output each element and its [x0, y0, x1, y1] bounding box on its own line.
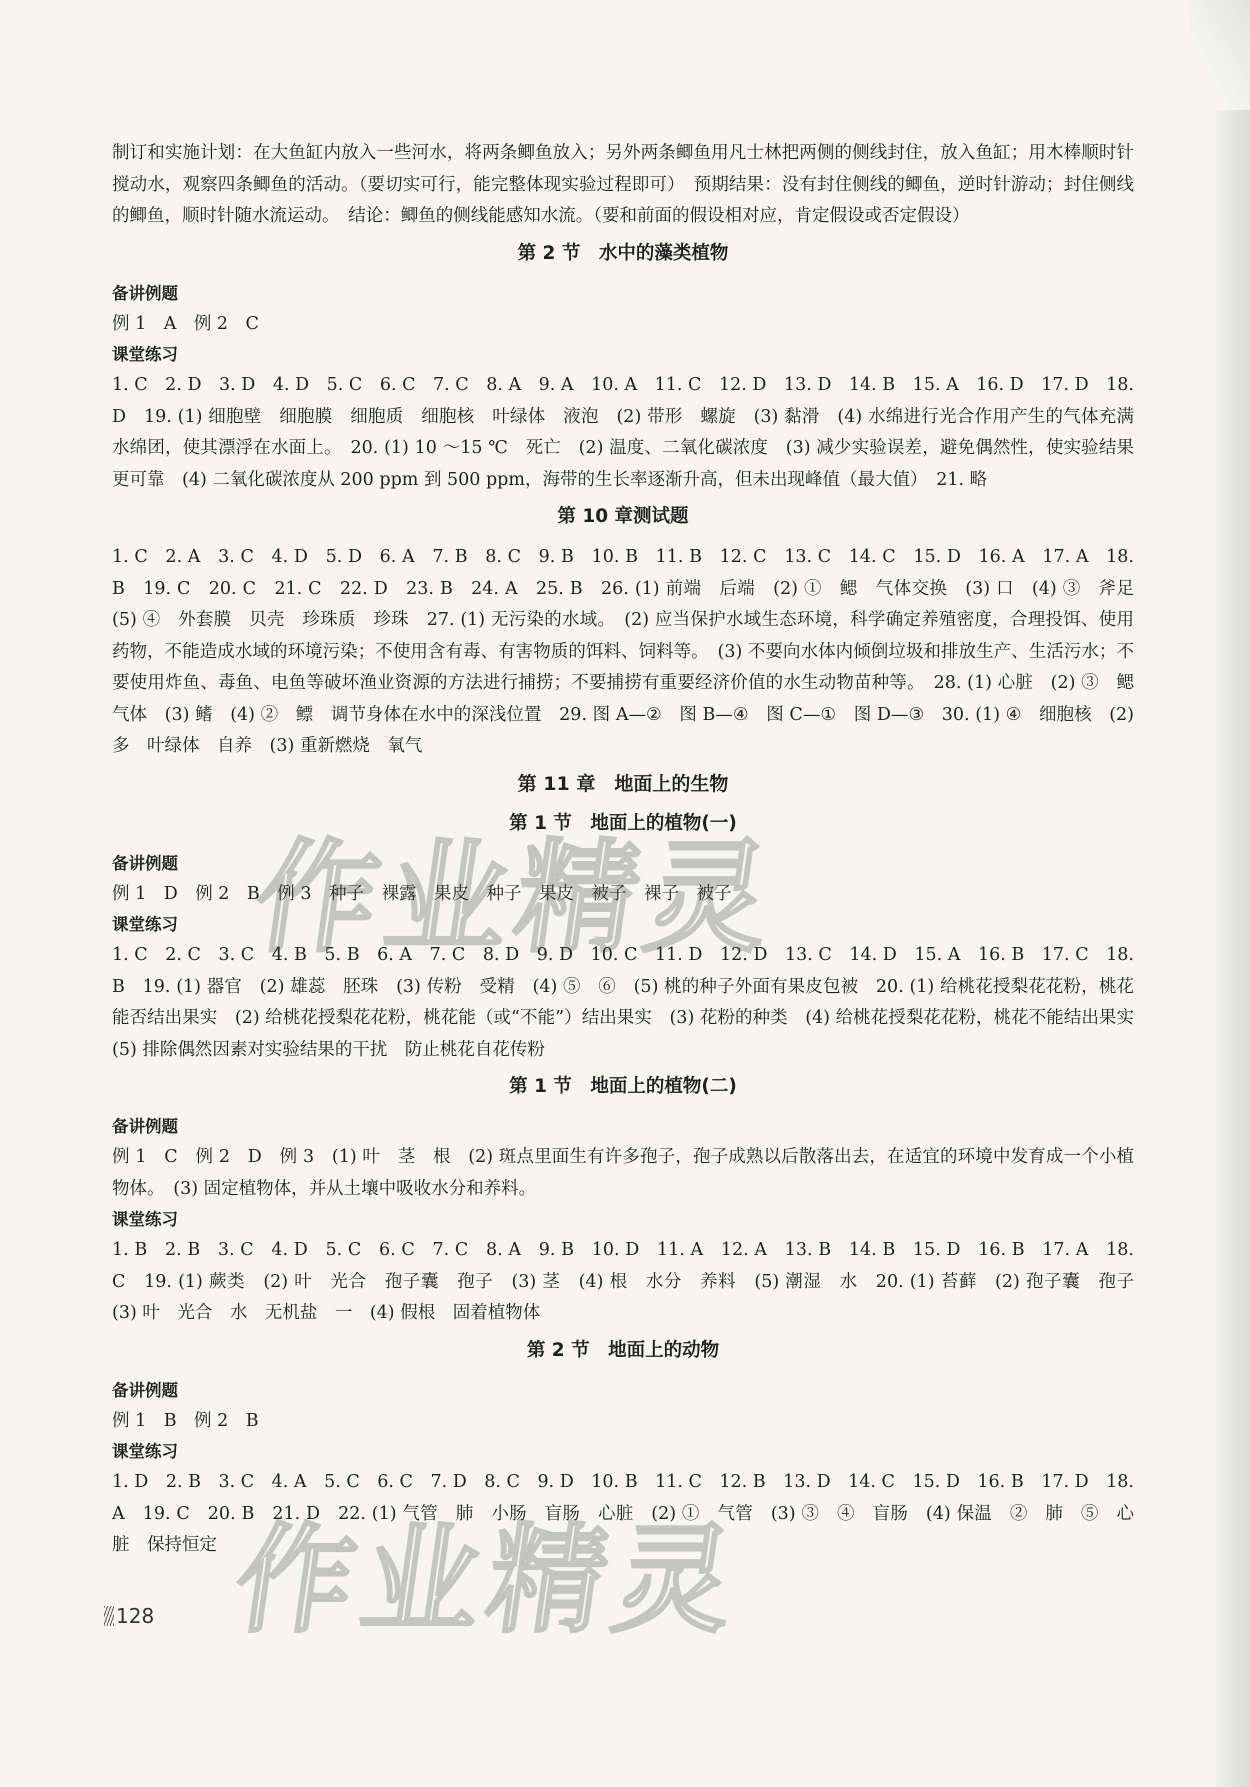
watermark-char: 作	[226, 1511, 367, 1649]
answer-paragraph: 1. B 2. B 3. C 4. D 5. C 6. C 7. C 8. A 9. B 10. D 11. A 12. A 13. B 14. B 15. D 16. B 17. A 18. C 19. (1) 蕨类 (2) 叶 光合 孢子囊 孢子 (3) 茎 (4) 根 水分 养料 (5) 潮湿 水 20. (1) 苔藓 (2) 孢子囊 孢子 (3) 叶 光合 水 无机盐 一 (4) 假根 固着植物体	[112, 1240, 1152, 1323]
watermark-char: 精	[478, 1511, 619, 1649]
watermark-char: 灵	[604, 1511, 745, 1649]
section-heading: 第 1 节 地面上的植物(二)	[509, 1076, 737, 1097]
subsection-label: 备讲例题	[112, 1117, 178, 1136]
watermark-char: 业	[376, 827, 521, 969]
page-curl	[1190, 0, 1250, 110]
answer-paragraph: 例 1 C 例 2 D 例 3 (1) 叶 茎 根 (2) 斑点里面生有许多孢子，孢子成熟以后散落出去，在适宜的环境中发育成一个小植物体。 (3) 固定植物体，并从土壤中吸收水分和养料。	[112, 1147, 1134, 1199]
answer-paragraph: 例 1 B 例 2 B	[112, 1410, 259, 1431]
page-edge-shadow	[1216, 0, 1250, 1787]
answer-paragraph: 1. D 2. B 3. C 4. A 5. C 6. C 7. D 8. C 9. D 10. B 11. C 12. B 13. D 14. C 15. D 16. B 17. D 18. A 19. C 20. B 21. D 22. (1) 气管 肺 小肠 盲肠 心脏 (2) ① 气管 (3) ③ ④ 盲肠 (4) 保温 ② 肺 ⑤ 心脏 保持恒定	[112, 1472, 1134, 1555]
answer-content	[112, 138, 1152, 1562]
watermark-char: 精	[506, 827, 651, 969]
subsection-label: 课堂练习	[112, 1210, 178, 1229]
section-heading: 第 10 章测试题	[557, 506, 689, 527]
answer-paragraph: 1. C 2. D 3. D 4. D 5. C 6. C 7. C 8. A 9. A 10. A 11. C 12. D 13. D 14. B 15. A 16. D 17. D 18. D 19. (1) 细胞壁 细胞膜 细胞质 细胞核 叶绿体 液泡 (2) 带形 螺旋 (3) 黏滑 (4) 水绵进行光合作用产生的气体充满水绵团，使其漂浮在水面上。 20. (1) 10 ～15 ℃ 死亡 (2) 温度、二氧化碳浓度 (3) 减少实验误差，避免偶然性，使实验结果更可靠 (4) 二氧化碳浓度从 200 ppm 到 500 ppm，海带的生长率逐渐升高，但未出现峰值（最大值） 21. 略	[112, 375, 1134, 490]
answer-paragraph: 制订和实施计划：在大鱼缸内放入一些河水，将两条鲫鱼放入；另外两条鲫鱼用凡士林把两侧的侧线封住，放入鱼缸；用木棒顺时针搅动水，观察四条鲫鱼的活动。（要切实可行，能完整体现实验过程即可） 预期结果：没有封住侧线的鲫鱼，逆时针游动；封住侧线的鲫鱼，顺时针随水流运动。 结论：鲫鱼的侧线能感知水流。（要和前面的假设相对应，肯定假设或否定假设）	[112, 143, 1134, 226]
answer-paragraph: 1. C 2. A 3. C 4. D 5. D 6. A 7. B 8. C 9. B 10. B 11. B 12. C 13. C 14. C 15. D 16. A 17. A 18. B 19. C 20. C 21. C 22. D 23. B 24. A 25. B 26. (1) 前端 后端 (2) ① 鳃 气体交换 (3) 口 (4) ③ 斧足 (5) ④ 外套膜 贝壳 珍珠质 珍珠 27. (1) 无污染的水域。 (2) 应当保护水域生态环境，科学确定养殖密度，合理投饵、使用药物，不能造成水域的环境污染；不使用含有毒、有害物质的饵料、饲料等。 (3) 不要向水体内倾倒垃圾和排放生产、生活污水；不要使用炸鱼、毒鱼、电鱼等破坏渔业资源的方法进行捕捞；不要捕捞有重要经济价值的水生动物苗种等。 28. (1) 心脏 (2) ③ 鳃 气体 (3) 鳍 (4) ② 鳔 调节身体在水中的深浅位置 29. 图 A—② 图 B—④ 图 C—① 图 D—③ 30. (1) ④ 细胞核 (2) 多 叶绿体 自养 (3) 重新燃烧 氧气	[112, 547, 1152, 756]
subsection-label: 课堂练习	[112, 1442, 178, 1461]
section-heading: 第 2 节 水中的藻类植物	[517, 242, 729, 264]
page-number-mark	[104, 1606, 114, 1626]
subsection-label: 备讲例题	[112, 283, 178, 303]
answer-paragraph: 例 1 A 例 2 C	[112, 313, 259, 334]
subsection-label: 备讲例题	[112, 1380, 178, 1400]
chapter-heading: 第 11 章 地面上的生物	[517, 772, 729, 795]
answer-paragraph: 1. C 2. C 3. C 4. B 5. B 6. A 7. C 8. D 9. D 10. C 11. D 12. D 13. C 14. D 15. A 16. B 17. C 18. B 19. (1) 器官 (2) 雄蕊 胚珠 (3) 传粉 受精 (4) ⑤ ⑥ (5) 桃的种子外面有果皮包被 20. (1) 给桃花授梨花花粉，桃花能否结出果实 (2) 给桃花授梨花花粉，桃花能（或“不能”）结出果实 (3) 花粉的种类 (4) 给桃花授梨花花粉，桃花不能结出果实 (5) 排除偶然因素对实验结果的干扰 防止桃花自花传粉	[112, 945, 1152, 1060]
page-number	[104, 1604, 154, 1628]
subsection-label: 备讲例题	[112, 853, 178, 873]
watermark-char: 业	[352, 1511, 493, 1649]
subsection-label: 课堂练习	[112, 915, 178, 934]
watermark-char: 作	[246, 827, 391, 969]
page-number-text: 128	[116, 1604, 155, 1628]
subsection-label: 课堂练习	[112, 345, 178, 364]
watermark-char: 灵	[636, 827, 781, 969]
section-heading: 第 2 节 地面上的动物	[526, 1339, 720, 1361]
answer-paragraph: 例 1 D 例 2 B 例 3 种子 裸露 果皮 种子 果皮 被子 裸子 被子	[112, 883, 732, 904]
section-heading: 第 1 节 地面上的植物(一)	[509, 812, 737, 834]
